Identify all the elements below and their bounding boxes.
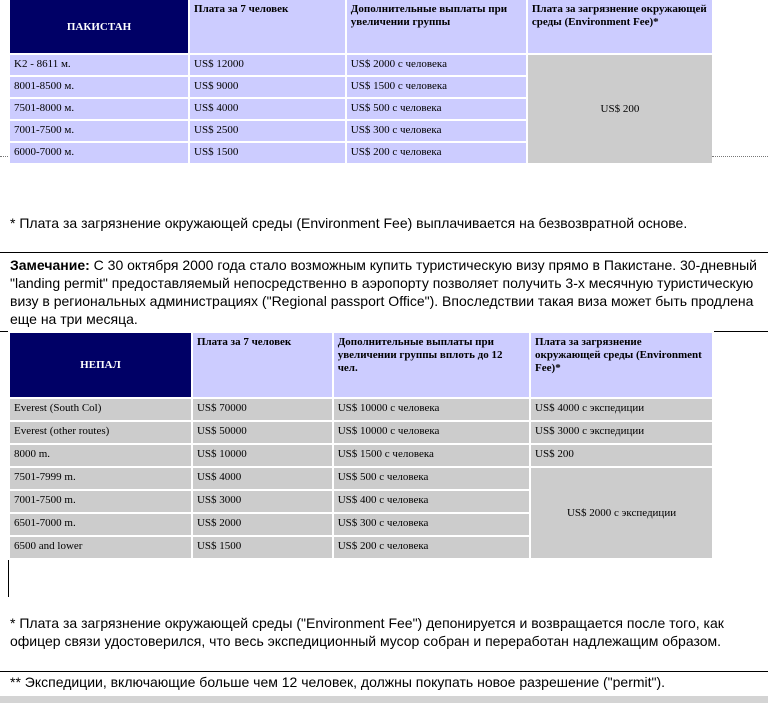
nepal-header-extra: Дополнительные выплаты при увеличении группы вплоть до 12 чел. (334, 333, 529, 397)
pakistan-fee-table (8, 0, 714, 165)
table-row (10, 445, 712, 466)
extra-cell: US$ 500 с человека (347, 99, 526, 119)
extra-cell: US$ 10000 с человека (334, 399, 529, 420)
fee-cell: US$ 3000 (193, 491, 332, 512)
nepal-footnote: * Плата за загрязнение окружающей среды ("Environment Fee") депонируется и возвращается после того, как офицер связи удостоверился, что весь экспедиционный мусор собран и переработан надлежащим образом. (10, 615, 724, 649)
extra-cell: US$ 2000 с человека (347, 55, 526, 75)
remark-text: С 30 октября 2000 года стало возможным купить туристическую визу прямо в Пакистане. 30-дневный "landing permit" предоставляемый непосредственно в аэропорту позволяет получить 3-х месячную туристическую визу в региональных администрациях ("Regional passport Office"). Впоследствии такая виза может быть продлена еще на три месяца. (10, 257, 757, 327)
env-fee-cell: US$ 4000 с экспедиции (531, 399, 712, 420)
divider (0, 156, 8, 157)
table-row (10, 422, 712, 443)
fee-cell: US$ 12000 (190, 55, 345, 75)
fee-cell: US$ 50000 (193, 422, 332, 443)
table-row (10, 399, 712, 420)
divider (0, 252, 768, 253)
extra-cell: US$ 1500 с человека (334, 445, 529, 466)
fee-cell: US$ 4000 (190, 99, 345, 119)
divider (0, 671, 768, 672)
window-bottom-edge (0, 696, 768, 703)
peak-cell: K2 - 8611 м. (10, 55, 188, 75)
pakistan-header-extra: Дополнительные выплаты при увеличении группы (347, 0, 526, 53)
peak-cell: 6501-7000 m. (10, 514, 191, 535)
peak-cell: 7001-7500 м. (10, 121, 188, 141)
extra-cell: US$ 10000 с человека (334, 422, 529, 443)
table-row (10, 468, 712, 489)
env-fee-group-cell: US$ 2000 с экспедиции (531, 468, 712, 558)
remark-label: Замечание: (10, 257, 90, 273)
fee-cell: US$ 2000 (193, 514, 332, 535)
peak-cell: 8000 m. (10, 445, 191, 466)
pakistan-header-fee: Плата за 7 человек (190, 0, 345, 53)
fee-cell: US$ 1500 (193, 537, 332, 558)
pakistan-country-header: ПАКИСТАН (10, 0, 188, 53)
peak-cell: 6500 and lower (10, 537, 191, 558)
fee-cell: US$ 10000 (193, 445, 332, 466)
peak-cell: 7001-7500 m. (10, 491, 191, 512)
table-row (10, 55, 712, 75)
env-fee-cell: US$ 200 (531, 445, 712, 466)
peak-cell: 6000-7000 м. (10, 143, 188, 163)
fee-cell: US$ 4000 (193, 468, 332, 489)
nepal-country-header: НЕПАЛ (10, 333, 191, 397)
nepal-fee-table (8, 331, 714, 560)
nepal-header-env: Плата за загрязнение окружающей среды (Environment Fee)* (531, 333, 712, 397)
extra-cell: US$ 200 с человека (347, 143, 526, 163)
expedition-note: ** Экспедиции, включающие больше чем 12 человек, должны покупать новое разрешение ("permit"). (10, 674, 666, 690)
fee-cell: US$ 70000 (193, 399, 332, 420)
extra-cell: US$ 500 с человека (334, 468, 529, 489)
fee-cell: US$ 9000 (190, 77, 345, 97)
extra-cell: US$ 300 с человека (347, 121, 526, 141)
extra-cell: US$ 400 с человека (334, 491, 529, 512)
peak-cell: Everest (South Col) (10, 399, 191, 420)
pakistan-footnote: * Плата за загрязнение окружающей среды (Environment Fee) выплачивается на безвозвратной основе. (10, 215, 688, 231)
env-fee-cell: US$ 200 (528, 55, 712, 163)
extra-cell: US$ 1500 с человека (347, 77, 526, 97)
fee-cell: US$ 2500 (190, 121, 345, 141)
peak-cell: Everest (other routes) (10, 422, 191, 443)
pakistan-header-env: Плата за загрязнение окружающей среды (Environment Fee)* (528, 0, 712, 53)
pakistan-remark (10, 256, 760, 328)
extra-cell: US$ 200 с человека (334, 537, 529, 558)
peak-cell: 7501-8000 м. (10, 99, 188, 119)
env-fee-cell: US$ 3000 с экспедиции (531, 422, 712, 443)
fee-cell: US$ 1500 (190, 143, 345, 163)
extra-cell: US$ 300 с человека (334, 514, 529, 535)
peak-cell: 8001-8500 м. (10, 77, 188, 97)
divider (712, 156, 768, 157)
nepal-header-fee: Плата за 7 человек (193, 333, 332, 397)
peak-cell: 7501-7999 m. (10, 468, 191, 489)
